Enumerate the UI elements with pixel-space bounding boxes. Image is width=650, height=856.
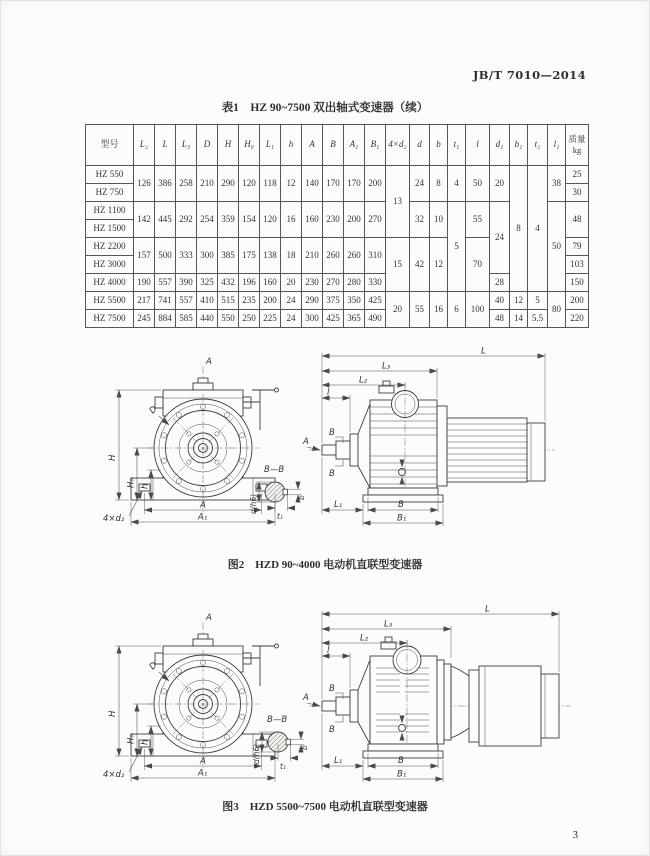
cell: 425 <box>323 310 344 328</box>
cell: 25 <box>566 166 589 184</box>
cell: 138 <box>260 238 281 274</box>
cell: 18 <box>281 238 302 274</box>
cell: 30 <box>566 184 589 202</box>
cell: 333 <box>176 238 197 274</box>
cell: 24 <box>281 292 302 310</box>
section-mark-B-top: B <box>329 428 335 438</box>
cell: 120 <box>260 202 281 238</box>
col-d1: d₁ <box>490 125 510 166</box>
cell: 140 <box>302 166 323 202</box>
cell: 24 <box>410 166 430 202</box>
col-H: H <box>218 125 239 166</box>
dim-L2: L₂ <box>360 633 369 644</box>
col-4xd2: 4×d₂ <box>386 125 410 166</box>
cell: 200 <box>365 166 386 202</box>
cell: 170 <box>344 166 365 202</box>
dim-B1: B₁ <box>397 513 407 524</box>
col-mass <box>566 125 589 166</box>
input-shaft <box>322 690 358 722</box>
cell: 13 <box>386 166 410 238</box>
cell: 220 <box>566 310 589 328</box>
section-mark-B-top: B <box>329 684 335 694</box>
col-L2: L₂ <box>134 125 155 166</box>
cell: 235 <box>239 292 260 310</box>
cell: 79 <box>566 238 589 256</box>
dim-L: L <box>481 346 486 357</box>
cell: 515 <box>218 292 239 310</box>
cell: 4 <box>528 166 548 292</box>
col-t2: t₂ <box>528 125 548 166</box>
col-B: B <box>323 125 344 166</box>
cell: 24 <box>490 202 510 274</box>
cell: 50 <box>466 166 490 202</box>
cell: 350 <box>344 292 365 310</box>
cell: 160 <box>302 202 323 238</box>
filler-cap <box>379 381 394 393</box>
electric-motor-finned <box>447 418 545 482</box>
cell: 386 <box>155 166 176 202</box>
figure-3-caption: 图3 HZD 5500~7500 电动机直联型变速器 <box>222 801 428 813</box>
cell: 100 <box>466 292 490 328</box>
cell: 55 <box>410 292 430 328</box>
col-l1: l₁ <box>548 125 566 166</box>
cell: 200 <box>344 202 365 238</box>
cell: 120 <box>239 166 260 202</box>
cell: 142 <box>134 202 155 238</box>
cell: 884 <box>155 310 176 328</box>
cell: 170 <box>323 166 344 202</box>
model-cell: HZ 7500 <box>86 310 134 328</box>
dim-B: B <box>398 756 404 766</box>
col-L1: L₁ <box>260 125 281 166</box>
cell: 103 <box>566 256 589 274</box>
cell: 48 <box>490 310 510 328</box>
cell: 48 <box>566 202 589 238</box>
cell: 5 <box>448 202 466 292</box>
cell: 160 <box>260 274 281 292</box>
input-shaft <box>322 434 358 466</box>
cell: 20 <box>386 292 410 328</box>
table-row <box>86 166 589 184</box>
cell: 5 <box>528 292 548 310</box>
cell: 20 <box>281 274 302 292</box>
cell: 150 <box>566 274 589 292</box>
cell: 365 <box>344 310 365 328</box>
cell: 15 <box>386 238 410 292</box>
dim-A-arrow: A <box>303 437 309 447</box>
cell: 80 <box>548 292 566 328</box>
col-A: A <box>302 125 323 166</box>
figure-2-drawing <box>85 342 605 554</box>
cell: 445 <box>155 202 176 238</box>
cell: 210 <box>197 166 218 202</box>
cell: 270 <box>365 202 386 238</box>
cell: 8 <box>430 166 448 202</box>
cell: 425 <box>365 292 386 310</box>
dim-l: l <box>327 388 330 398</box>
cell: 14 <box>510 310 528 328</box>
standard-number: JB/T 7010—2014 <box>472 68 586 82</box>
col-model: 型号 <box>86 125 134 166</box>
cell: 200 <box>260 292 281 310</box>
mass-label: 质量 <box>568 134 586 145</box>
cell: 585 <box>176 310 197 328</box>
cell: 6 <box>448 292 466 328</box>
cell: 4 <box>448 166 466 202</box>
col-b1: b₁ <box>510 125 528 166</box>
cell: 8 <box>510 166 528 292</box>
section-mark-B-bottom: B <box>329 725 335 735</box>
cell: 190 <box>134 274 155 292</box>
cell: 310 <box>365 238 386 274</box>
cell: 280 <box>344 274 365 292</box>
electric-motor-smooth <box>469 666 559 746</box>
spec-table <box>85 124 589 328</box>
cell: 157 <box>134 238 155 274</box>
cell: 5.5 <box>528 310 548 328</box>
cell: 292 <box>176 202 197 238</box>
cell: 490 <box>365 310 386 328</box>
cell: 290 <box>302 292 323 310</box>
col-L: L <box>155 125 176 166</box>
cell: 300 <box>302 310 323 328</box>
model-cell: HZ 4000 <box>86 274 134 292</box>
cell: 210 <box>302 238 323 274</box>
cell: 230 <box>302 274 323 292</box>
dim-B: B <box>398 500 404 510</box>
cell: 270 <box>323 274 344 292</box>
cell: 217 <box>134 292 155 310</box>
table-title: 表1 HZ 90~7500 双出轴式变速器（续） <box>221 102 429 114</box>
cell: 230 <box>323 202 344 238</box>
cell: 175 <box>239 238 260 274</box>
cell: 32 <box>410 202 430 238</box>
model-cell: HZ 1500 <box>86 220 134 238</box>
cell: 225 <box>260 310 281 328</box>
cell: 557 <box>155 274 176 292</box>
model-cell: HZ 750 <box>86 184 134 202</box>
cell: 28 <box>490 274 510 292</box>
cell: 440 <box>197 310 218 328</box>
section-mark-B-bottom: B <box>329 469 335 479</box>
table-row <box>86 310 589 328</box>
cell: 16 <box>281 202 302 238</box>
cell: 300 <box>197 238 218 274</box>
col-d: d <box>410 125 430 166</box>
cell: 70 <box>466 238 490 292</box>
cell: 24 <box>281 310 302 328</box>
cell: 38 <box>548 166 566 202</box>
cell: 245 <box>134 310 155 328</box>
cell: 10 <box>430 202 448 238</box>
bell-adapter <box>437 660 469 744</box>
cell: 40 <box>490 292 510 310</box>
gearbox-side-view-hzd5500-7500 <box>302 605 571 783</box>
cell: 154 <box>239 202 260 238</box>
col-B1: B₁ <box>365 125 386 166</box>
dim-L3: L₃ <box>382 361 391 372</box>
model-cell: HZ 1100 <box>86 202 134 220</box>
cell: 432 <box>218 274 239 292</box>
cell: 12 <box>430 238 448 292</box>
cell: 330 <box>365 274 386 292</box>
figure-3-drawing <box>85 602 605 798</box>
cell: 55 <box>466 202 490 238</box>
cell: 741 <box>155 292 176 310</box>
dim-L3: L₃ <box>384 619 393 630</box>
model-cell: HZ 5500 <box>86 292 134 310</box>
cell: 196 <box>239 274 260 292</box>
cell: 16 <box>430 292 448 328</box>
col-l: l <box>466 125 490 166</box>
col-H0: H₀ <box>239 125 260 166</box>
cell: 260 <box>323 238 344 274</box>
dim-A-arrow: A <box>303 693 309 703</box>
col-L3: L₃ <box>176 125 197 166</box>
model-cell: HZ 3000 <box>86 256 134 274</box>
cell: 290 <box>218 166 239 202</box>
dim-B1: B₁ <box>397 769 407 780</box>
dim-L2: L₂ <box>359 375 368 386</box>
col-t1: t₁ <box>448 125 466 166</box>
dim-L1: L₁ <box>334 500 343 510</box>
figure-2-caption: 图2 HZD 90~4000 电动机直联型变速器 <box>227 559 423 571</box>
table-row <box>86 292 589 310</box>
cell: 375 <box>323 292 344 310</box>
dim-L1: L₁ <box>334 756 343 766</box>
col-A1: A₁ <box>344 125 365 166</box>
col-b: b <box>430 125 448 166</box>
cell: 118 <box>260 166 281 202</box>
cell: 557 <box>176 292 197 310</box>
cell: 42 <box>410 238 430 292</box>
cell: 260 <box>344 238 365 274</box>
cell: 50 <box>548 202 566 292</box>
cell: 410 <box>197 292 218 310</box>
cell: 385 <box>218 238 239 274</box>
cell: 390 <box>176 274 197 292</box>
model-cell: HZ 2200 <box>86 238 134 256</box>
cell: 20 <box>490 166 510 202</box>
model-cell: HZ 550 <box>86 166 134 184</box>
cell: 325 <box>197 274 218 292</box>
col-D: D <box>197 125 218 166</box>
cell: 550 <box>218 310 239 328</box>
table-header-row <box>86 125 589 166</box>
gearbox-side-view-hzd90-4000 <box>302 347 555 527</box>
cell: 12 <box>281 166 302 202</box>
cell: 500 <box>155 238 176 274</box>
page-number: 3 <box>572 829 578 841</box>
cell: 359 <box>218 202 239 238</box>
dim-l: l <box>327 646 330 656</box>
cell: 258 <box>176 166 197 202</box>
cell: 254 <box>197 202 218 238</box>
col-h: h <box>281 125 302 166</box>
cell: 200 <box>566 292 589 310</box>
mass-unit: kg <box>572 145 582 155</box>
cell: 250 <box>239 310 260 328</box>
dim-L: L <box>485 604 490 615</box>
cell: 126 <box>134 166 155 202</box>
cell: 12 <box>510 292 528 310</box>
